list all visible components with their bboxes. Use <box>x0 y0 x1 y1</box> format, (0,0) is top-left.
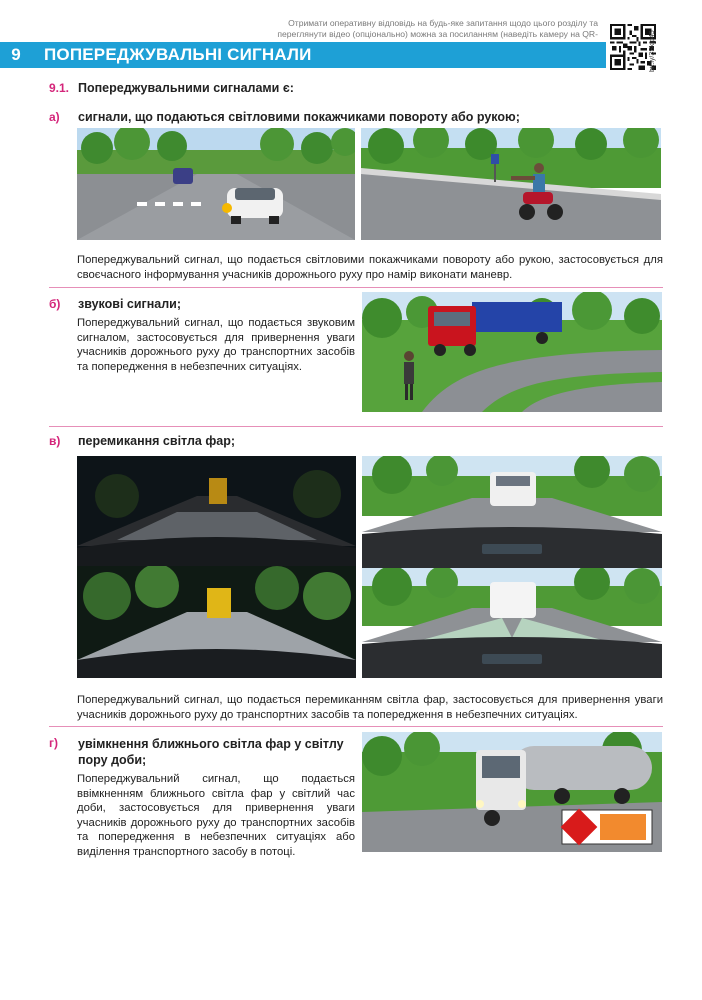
chapter-title: ПОПЕРЕДЖУВАЛЬНІ СИГНАЛИ <box>44 45 312 64</box>
chapter-number: 9 <box>11 45 21 64</box>
section-a-title: сигнали, що подаються світловими покажчиками повороту або рукою; <box>78 110 520 124</box>
section-b-text: Попереджувальний сигнал, що подається звуковим сигналом, застосовується для привернення уваги учасників дорожнього руху до транспортних засобів та попередження в небезпечних ситуаціях. <box>77 317 355 373</box>
illustration-hand-signal-motorcycle <box>361 128 661 240</box>
section-v-title: перемикання світла фар; <box>78 434 236 448</box>
section-a-label: а) <box>49 110 60 124</box>
section-b-label: б) <box>49 297 61 311</box>
divider <box>49 287 663 288</box>
section-g-text: Попереджувальний сигнал, що подається ввімкненням ближнього світла фар у світлий час доби, застосовується для привернення уваги учасників дорожнього руху до транспортних засобів та попередження в небезпечних ситуаціях або виділення транспортного засобу в потоці. <box>77 773 355 858</box>
illustration-truck-horn-pedestrian <box>362 292 662 412</box>
section-v-text: Попереджувальний сигнал, що подається перемиканням світла фар, застосовується для привернення уваги учасників дорожнього руху до транспортних засобів та попередження в небезпечних ситуаціях. <box>77 694 663 721</box>
chapter-header <box>0 42 606 68</box>
divider <box>49 726 663 727</box>
divider <box>49 426 663 427</box>
illustration-tanker-daytime-headlights <box>362 732 662 852</box>
section-g-title: увімкнення ближнього світла фар у світлу пору доби; <box>78 737 344 767</box>
section-b-title: звукові сигнали; <box>78 297 182 311</box>
section-v-label: в) <box>49 434 61 448</box>
illustration-day-flash-headlights <box>362 568 662 678</box>
illustration-night-high-beam <box>77 566 356 678</box>
illustration-day-van-ahead <box>362 456 662 568</box>
item-title: Попереджувальними сигналами є: <box>78 81 294 95</box>
illustration-turn-signal-car <box>77 128 355 240</box>
qr-url[interactable]: bit.ly/3Skjp45 <box>649 30 656 72</box>
item-number: 9.1. <box>49 81 70 95</box>
qr-note: Отримати оперативну відповідь на будь-яке запитання щодо цього розділу та переглянути відео (опціонально) можна за посиланням (наведіть камеру на QR- <box>277 18 598 39</box>
section-a-text: Попереджувальний сигнал, що подається світловими покажчиками повороту або рукою, застосовується для своєчасного інформування учасників дорожнього руху про намір виконати маневр. <box>77 254 663 281</box>
illustration-night-low-beam <box>77 456 356 566</box>
section-g-label: г) <box>49 736 58 750</box>
